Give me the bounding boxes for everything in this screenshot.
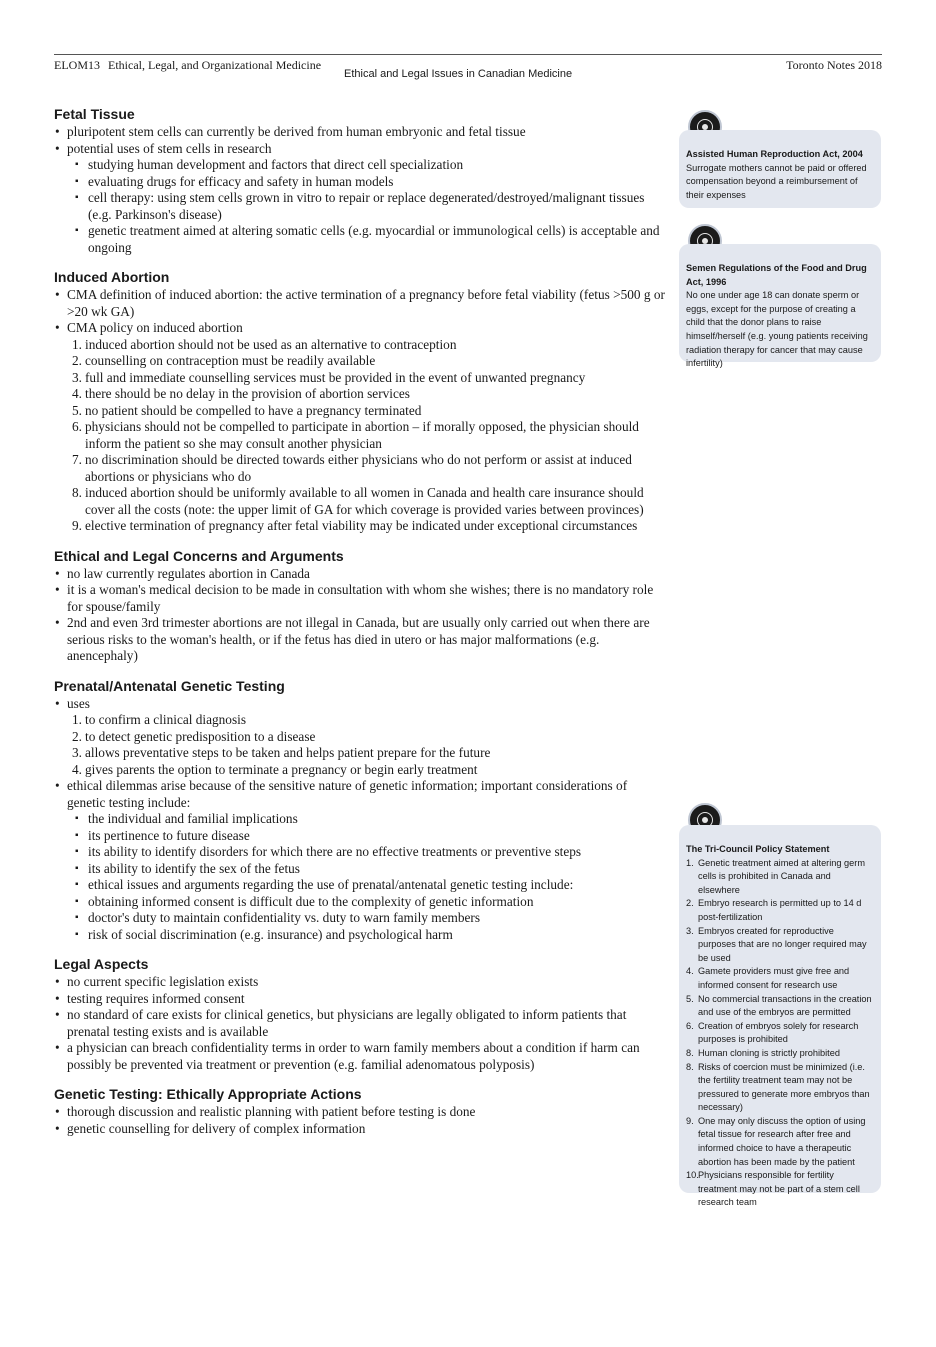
policy-item: 9. One may only discuss the option of using fetal tissue for research after free and informed choice to have a therapeutic abortion has been made by the patient: [686, 1115, 866, 1167]
numbered-item: 3. full and immediate counselling services must be provided in the event of unwanted pregnancy: [72, 369, 586, 385]
bullet-item: • CMA definition of induced abortion: the active termination of a pregnancy before fetal viability (fetus >500 g or >20 wk GA): [54, 287, 666, 320]
sub-bullet-item: ▪ ethical issues and arguments regarding the use of prenatal/antenatal genetic testing include:: [75, 877, 666, 894]
chapter-title: Ethical, Legal, and Organizational Medicine: [108, 58, 322, 72]
section-legal-aspects: [54, 954, 666, 1073]
sidebar-box-ahra: [679, 130, 881, 208]
numbered-item: 4. there should be no delay in the provision of abortion services: [72, 386, 410, 401]
sub-bullet-item: ▪ its pertinence to future disease: [75, 828, 666, 845]
bullet-item: • thorough discussion and realistic planning with patient before testing is done: [54, 1104, 666, 1121]
policy-item: 2. Embryo research is permitted up to 14 d post-fertilization: [686, 898, 862, 922]
sidebar-box-title: Semen Regulations of the Food and Drug Act, 1996: [686, 263, 867, 287]
section-title: Induced Abortion: [54, 269, 170, 285]
section-title: Ethical and Legal Concerns and Arguments: [54, 547, 344, 564]
numbered-item: 3. allows preventative steps to be taken and helps patient prepare for the future: [72, 745, 491, 760]
bullet-item: • genetic counselling for delivery of complex information: [54, 1121, 666, 1138]
numbered-item: 2. counselling on contraception must be readily available: [72, 353, 376, 368]
main-column: [54, 104, 666, 1148]
sub-bullet-item: ▪ its ability to identify the sex of the fetus: [75, 861, 666, 878]
sub-bullet-item: ▪ risk of social discrimination (e.g. insurance) and psychological harm: [75, 927, 666, 944]
numbered-item: 1. induced abortion should not be used as an alternative to contraception: [72, 336, 457, 352]
sidebar-box-title: Assisted Human Reproduction Act, 2004: [686, 149, 863, 159]
sidebar-box-tri-council: [679, 825, 881, 1208]
numbered-item: 8. induced abortion should be uniformly available to all women in Canada and health care insurance should cover all the costs (note: the upper limit of GA for which coverage is provided varies between provinces): [72, 485, 644, 517]
section-fetal-tissue: [54, 104, 666, 256]
policy-item: 6. Creation of embryos solely for research purposes is prohibited: [686, 1020, 859, 1045]
sub-bullet-item: ▪ doctor's duty to maintain confidentiality vs. duty to warn family members: [75, 910, 666, 927]
sidebar-box-body: No one under age 18 can donate sperm or eggs, except for the purpose of creating a child that the donor plans to raise himself/herself (e.g. young patients receiving radiation therapy for cancer that may cause infertility): [686, 290, 868, 369]
bullet-item: • 2nd and even 3rd trimester abortions are not illegal in Canada, but are usually only carried out when there are serious risks to the woman's health, or if the fetus has died in utero or has major malformations (e.g. anencephaly): [54, 615, 666, 665]
section-title: Fetal Tissue: [54, 106, 135, 122]
numbered-item: 5. no patient should be compelled to have a pregnancy terminated: [72, 402, 422, 418]
section-title: Prenatal/Antenatal Genetic Testing: [54, 677, 285, 694]
policy-item: 1. Genetic treatment aimed at altering germ cells is prohibited in Canada and elsewhere: [686, 857, 865, 895]
sidebar-box-semen-regulations: [679, 244, 881, 369]
sidebar-box-body: Surrogate mothers cannot be paid or offered compensation beyond a reimbursement of their expenses: [686, 162, 867, 200]
sub-bullet-item: ▪ evaluating drugs for efficacy and safety in human models: [75, 174, 666, 191]
sidebar-box-title: The Tri-Council Policy Statement: [686, 844, 830, 854]
numbered-item: 1. to confirm a clinical diagnosis: [72, 712, 246, 727]
policy-item: 10. Physicians responsible for fertility treatment may not be part of a stem cell research team: [686, 1170, 860, 1208]
section-title: Genetic Testing: Ethically Appropriate Actions: [54, 1086, 362, 1102]
sub-bullet-item: ▪ the individual and familial implications: [75, 811, 666, 828]
sub-bullet-item: ▪ its ability to identify disorders for which there are no effective treatments or preventive steps: [75, 844, 666, 861]
header-rule: [54, 54, 882, 55]
policy-item: 3. Embryos created for reproductive purposes that are no longer required may be used: [686, 925, 867, 963]
bullet-item: • no standard of care exists for clinical genetics, but physicians are legally obligated to inform patients that prenatal testing exists and is available: [54, 1007, 666, 1040]
section-ethical-legal-concerns: [54, 546, 666, 665]
running-header-subtitle: Ethical and Legal Issues in Canadian Medicine: [344, 68, 573, 80]
policy-item: 4. Gamete providers must give free and informed consent for research use: [686, 966, 850, 990]
bullet-item: • a physician can breach confidentiality terms in order to warn family members about a condition if harm can possibly be prevented via treatment or prevention (e.g. familial adenomatous polyposis): [54, 1040, 666, 1073]
section-title: Legal Aspects: [54, 956, 149, 972]
bullet-item: • ethical dilemmas arise because of the sensitive nature of genetic information; important considerations of genetic testing include: ▪ the individual and familial implications ▪ its pertinence to future disease ▪ its ability to identify disorders for which there are no effective treatments or preventive steps ▪ its ability to identify the sex of the fetus ▪ ethical issues and arguments regarding the use of prenatal/antenatal genetic testing include: ▪ obtaining informed consent is difficult due to the complexity of genetic information ▪ doctor's duty to maintain confidentiality vs. duty to warn family members ▪ risk of social discrimination (e.g. insurance) and psychological harm: [54, 778, 666, 943]
policy-item: 8. Human cloning is strictly prohibited: [686, 1047, 840, 1058]
running-header-left: [54, 58, 321, 73]
sub-bullet-item: ▪ cell therapy: using stem cells grown in vitro to repair or replace degenerated/destroyed/malignant tissues (e.g. Parkinson's disease): [75, 190, 666, 223]
sub-bullet-item: ▪ studying human development and factors that direct cell specialization: [75, 157, 666, 174]
numbered-item: 9. elective termination of pregnancy after fetal viability may be indicated under exceptional circumstances: [72, 518, 638, 533]
numbered-item: 6. physicians should not be compelled to participate in abortion – if morally opposed, the physician should inform the patient so she may consult another physician: [72, 419, 639, 451]
bullet-item: • pluripotent stem cells can currently be derived from human embryonic and fetal tissue: [54, 124, 666, 141]
chapter-code: ELOM13: [54, 58, 100, 72]
bullet-item: • it is a woman's medical decision to be made in consultation with whom she wishes; there is no mandatory role for spouse/family: [54, 582, 666, 615]
bullet-item: • no current specific legislation exists: [54, 974, 666, 991]
numbered-item: 7. no discrimination should be directed towards either physicians who do not perform or assist at induced abortions or physicians who do: [72, 452, 632, 484]
bullet-item: • CMA policy on induced abortion 1. induced abortion should not be used as an alternative to contraception 2. counselling on contraception must be readily available 3. full and immediate counselling services must be provided in the event of unwanted pregnancy 4. there should be no delay in the provision of abortion services 5. no patient should be compelled to have a pregnancy terminated 6. physicians should not be compelled to participate in abortion – if morally opposed, the physician should inform the patient so she may consult another physician 7. no discrimination should be directed towards either physicians who do not perform or assist at induced abortions or physicians who do 8. induced abortion should be uniformly available to all women in Canada and health care insurance should cover all the costs (note: the upper limit of GA for which coverage is provided varies between provinces) 9. elective termination of pregnancy after fetal viability may be indicated under exceptional circumstances: [54, 320, 666, 535]
bullet-item: • potential uses of stem cells in research ▪ studying human development and factors that direct cell specialization ▪ evaluating drugs for efficacy and safety in human models ▪ cell therapy: using stem cells grown in vitro to repair or replace degenerated/destroyed/malignant tissues (e.g. Parkinson's disease) ▪ genetic treatment aimed at altering somatic cells (e.g. myocardial or immunological cells) is acceptable and ongoing: [54, 141, 666, 257]
sub-bullet-item: ▪ obtaining informed consent is difficult due to the complexity of genetic information: [75, 894, 666, 911]
numbered-item: 4. gives parents the option to terminate a pregnancy or begin early treatment: [72, 761, 478, 777]
running-header-edition: Toronto Notes 2018: [786, 58, 882, 72]
policy-item: 8. Risks of coercion must be minimized (i.e. the fertility treatment team may not be pressured to generate more embryos than necessary): [686, 1061, 870, 1113]
bullet-item: • testing requires informed consent: [54, 991, 666, 1008]
bullet-item: • uses 1. to confirm a clinical diagnosis 2. to detect genetic predisposition to a disease 3. allows preventative steps to be taken and helps patient prepare for the future 4. gives parents the option to terminate a pregnancy or begin early treatment: [54, 696, 666, 779]
numbered-item: 2. to detect genetic predisposition to a disease: [72, 728, 316, 744]
sub-bullet-item: ▪ genetic treatment aimed at altering somatic cells (e.g. myocardial or immunological cells) is acceptable and ongoing: [75, 223, 666, 256]
section-induced-abortion: [54, 267, 666, 535]
section-genetic-testing-actions: [54, 1084, 666, 1137]
section-prenatal-genetic-testing: [54, 676, 666, 944]
policy-item: 5. No commercial transactions in the creation and use of the embryos are permitted: [686, 993, 872, 1018]
bullet-item: • no law currently regulates abortion in Canada: [54, 566, 666, 583]
